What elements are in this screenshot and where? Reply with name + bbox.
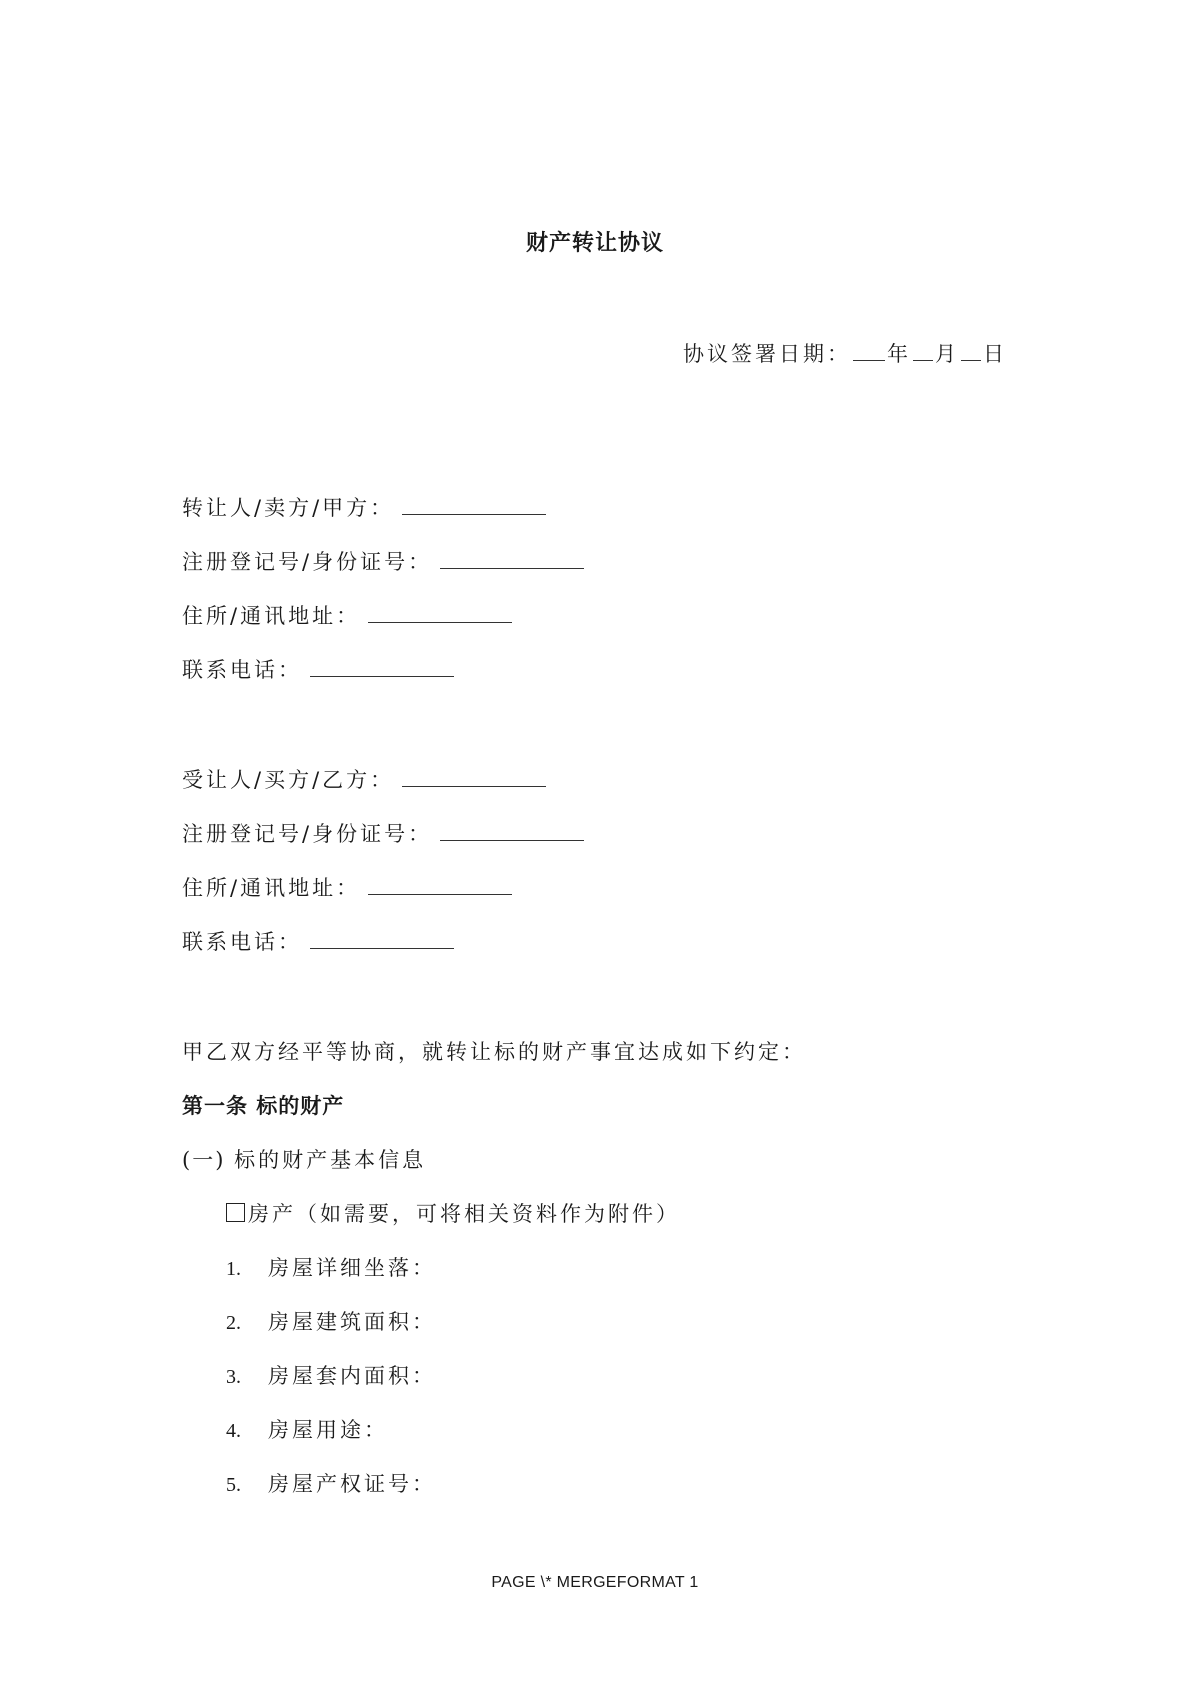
list-item-text: 房屋详细坐落： bbox=[268, 1256, 436, 1280]
sign-date-line bbox=[683, 338, 1007, 368]
list-item-text: 房屋套内面积： bbox=[268, 1364, 436, 1388]
party-b-address-blank[interactable] bbox=[368, 874, 512, 895]
party-b-id-line bbox=[182, 818, 584, 848]
list-item bbox=[226, 1360, 436, 1390]
list-item bbox=[226, 1252, 436, 1282]
party-b-id-blank[interactable] bbox=[440, 820, 584, 841]
month-suffix: 月 bbox=[935, 342, 959, 366]
party-b-address-label: 住所/通讯地址： bbox=[182, 876, 361, 900]
party-a-id-label: 注册登记号/身份证号： bbox=[182, 550, 433, 574]
section-1-label: 标的财产基本信息 bbox=[234, 1148, 427, 1172]
day-blank[interactable] bbox=[961, 338, 981, 361]
article-1-heading: 第一条 标的财产 bbox=[182, 1094, 345, 1118]
list-item-number: 2. bbox=[226, 1312, 241, 1334]
party-a-phone-line bbox=[182, 654, 454, 684]
party-a-phone-label: 联系电话： bbox=[182, 658, 302, 682]
year-suffix: 年 bbox=[887, 342, 911, 366]
party-a-role-line bbox=[182, 492, 546, 522]
party-b-name-blank[interactable] bbox=[402, 766, 546, 787]
list-item bbox=[226, 1414, 388, 1444]
party-a-name-blank[interactable] bbox=[402, 494, 546, 515]
preamble: 甲乙双方经平等协商，就转让标的财产事宜达成如下约定： bbox=[182, 1040, 806, 1064]
party-b-role-line bbox=[182, 764, 546, 794]
party-b-address-line bbox=[182, 872, 512, 902]
year-blank[interactable] bbox=[853, 338, 885, 361]
list-item-number: 1. bbox=[226, 1258, 241, 1280]
list-item bbox=[226, 1306, 436, 1336]
month-blank[interactable] bbox=[913, 338, 933, 361]
property-checkbox[interactable] bbox=[226, 1203, 245, 1222]
list-item-text: 房屋用途： bbox=[268, 1418, 388, 1442]
list-item-text: 房屋产权证号： bbox=[268, 1472, 436, 1496]
list-item bbox=[226, 1468, 436, 1498]
party-a-role-label: 转让人/卖方/甲方： bbox=[182, 496, 395, 520]
document-title: 财产转让协议 bbox=[525, 231, 664, 256]
party-a-phone-blank[interactable] bbox=[310, 656, 454, 677]
party-b-phone-blank[interactable] bbox=[310, 928, 454, 949]
section-1-heading bbox=[182, 1144, 426, 1174]
party-b-phone-line bbox=[182, 926, 454, 956]
party-b-id-label: 注册登记号/身份证号： bbox=[182, 822, 433, 846]
list-item-text: 房屋建筑面积： bbox=[268, 1310, 436, 1334]
party-a-address-line bbox=[182, 600, 512, 630]
sign-date-label: 协议签署日期： bbox=[683, 342, 851, 366]
list-item-number: 5. bbox=[226, 1474, 241, 1496]
day-suffix: 日 bbox=[983, 342, 1007, 366]
party-b-role-label: 受让人/买方/乙方： bbox=[182, 768, 395, 792]
property-option bbox=[226, 1198, 680, 1228]
property-option-label: 房产（如需要，可将相关资料作为附件） bbox=[248, 1202, 680, 1226]
list-item-number: 3. bbox=[226, 1366, 241, 1388]
party-a-address-label: 住所/通讯地址： bbox=[182, 604, 361, 628]
party-b-phone-label: 联系电话： bbox=[182, 930, 302, 954]
page-footer: PAGE \* MERGEFORMAT 1 bbox=[491, 1574, 699, 1591]
party-a-id-line bbox=[182, 546, 584, 576]
list-item-number: 4. bbox=[226, 1420, 241, 1442]
party-a-id-blank[interactable] bbox=[440, 548, 584, 569]
section-1-prefix: (一) bbox=[182, 1148, 226, 1172]
party-a-address-blank[interactable] bbox=[368, 602, 512, 623]
